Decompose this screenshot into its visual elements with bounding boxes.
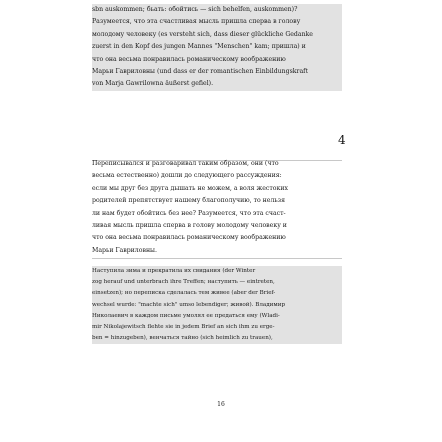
text-line: молодому человеку (es versteht sich, dass dieser glückliche Gedanke — [92, 29, 342, 41]
text-line: Наступила зима и прекратила их свидания (der Winter — [92, 266, 342, 277]
text-line: Марьи Гавриловны (und dass er der romantischen Einbildungskraft — [92, 66, 342, 78]
text-line: wechsel wurde: "machte sich" umso lebendiger; живой). Владимир — [92, 300, 342, 311]
text-line: Марьи Гавриловны. — [92, 246, 157, 254]
text-line: если мы друг без друга дышать не можем, а воля жестоких — [92, 184, 288, 192]
text-line: zuerst in den Kopf des jungen Mannes "Menschen" kam; пришла) и — [92, 41, 342, 53]
top-text-block — [92, 4, 342, 91]
text-line: zog herauf und unterbrach ihre Treffen; наступить — eintreten, — [92, 277, 342, 288]
text-line: что она весьма понравилась романическому воображению — [92, 54, 342, 66]
text-line: что она весьма понравилась романическому воображению — [92, 234, 286, 242]
text-line: Разумеется, что эта счастливая мысль пришла сперва в голову — [92, 16, 342, 28]
page-number: 16 — [217, 401, 225, 408]
section-number: 4 — [338, 133, 346, 147]
text-line: einsetzen); но переписка сделалась тем живее (aber der Brief- — [92, 288, 342, 299]
text-line: mir Nikolajewitsch flehte sie in jedem Brief an sich ihm zu erge- — [92, 322, 342, 333]
text-line: von Marja Gawrilowna äußerst gefiel). — [92, 78, 342, 90]
annotated-text-block — [92, 266, 342, 344]
text-line: sbn auskommen; бьать: обойтись — sich behelfen, auskommen)? — [92, 4, 342, 16]
text-line: ben = hinzugeben), венчаться тайно (sich heimlich zu trauen), — [92, 333, 342, 344]
text-line: ли нам будет обойтись без нее? Разумеется, что эта счаст- — [92, 209, 286, 217]
section-divider — [92, 258, 342, 259]
main-text-block — [92, 158, 342, 257]
text-line: весьма естественно) дошли до следующего рассуждения: — [92, 172, 282, 180]
text-line: Переписывался и разговаривал таким образом, они (что — [92, 160, 279, 167]
text-line: Николаевич в каждом письме умолял ее предаться ему (Wladi- — [92, 311, 342, 322]
text-line: родителей препятствует нашему благополучию, то нельзя — [92, 197, 286, 205]
text-line: ливая мысль пришла сперва в голову молодому человеку и — [92, 221, 287, 229]
